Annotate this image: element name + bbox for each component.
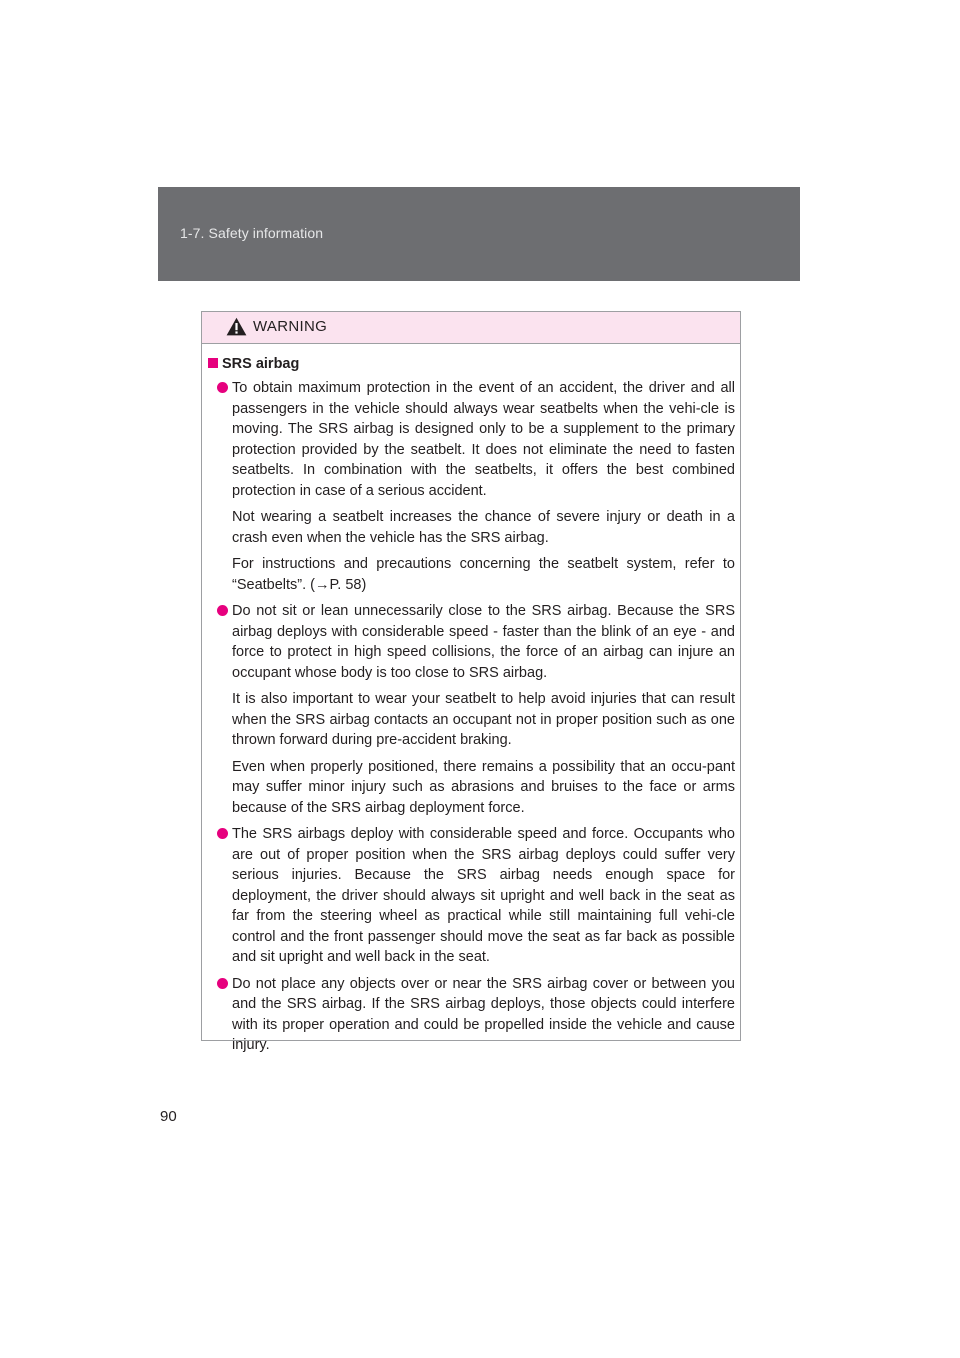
paragraph: Even when properly positioned, there remains a possibility that an occu-pant may suffer minor injury such as abrasions and bruises to the face or arms because of the SRS airbag deployment force. <box>232 758 735 816</box>
bullet-item <box>208 824 735 968</box>
warning-title: WARNING <box>253 318 328 335</box>
bullet-item <box>208 601 735 818</box>
section-title: 1-7. Safety information <box>180 225 324 241</box>
square-bullet-icon <box>208 358 218 368</box>
paragraph: It is also important to wear your seatbelt to help avoid injuries that can result when the SRS airbag contacts an occupant not in proper position such as one thrown forward during pre-accident braking. <box>232 691 735 748</box>
paragraph: Do not sit or lean unnecessarily close to the SRS airbag. Because the SRS airbag deploys with considerable speed - faster than the blink of an eye - and force to protect in high speed collisions, the force of an airbag can injure an occupant whose body is too close to SRS airbag. <box>232 603 735 681</box>
topic-heading <box>208 356 735 372</box>
warning-triangle-icon <box>226 317 247 336</box>
bullet-item <box>208 378 735 595</box>
paragraph: The SRS airbags deploy with considerable speed and force. Occupants who are out of proper position when the SRS airbag deploys could suffer very serious injuries. Because the SRS airbag needs enough space for deployment, the driver should always sit upright and well back in the seat as far from the steering wheel as practical while still maintaining full vehi-cle control and the front passenger should move the seat as far back as possible and sit upright and well back in the seat. <box>232 826 735 965</box>
paragraph: For instructions and precautions concerning the seatbelt system, refer to “Seatbelts”. (→P. 58) <box>232 556 735 593</box>
warning-body <box>202 344 740 1056</box>
paragraph: To obtain maximum protection in the event of an accident, the driver and all passengers in the vehicle should always wear seatbelts when the vehi-cle is moving. The SRS airbag is designed only to be a supplement to the primary protection provided by the seatbelt. It does not eliminate the need to fasten seatbelts. In combination with the seatbelts, it offers the best combined protection in case of a serious accident. <box>232 380 735 499</box>
page-number: 90 <box>160 1108 177 1125</box>
topic-heading-text: SRS airbag <box>222 356 300 372</box>
bullet-dot-icon <box>217 828 228 839</box>
paragraph: Not wearing a seatbelt increases the chance of severe injury or death in a crash even when the vehicle has the SRS airbag. <box>232 509 735 546</box>
section-header-band <box>158 187 800 281</box>
bullet-item <box>208 974 735 1056</box>
paragraph: Do not place any objects over or near the SRS airbag cover or between you and the SRS airbag. If the SRS airbag deploys, those objects could interfere with its proper operation and could be propelled inside the vehicle and cause injury. <box>232 975 735 1053</box>
bullet-dot-icon <box>217 605 228 616</box>
bullet-dot-icon <box>217 382 228 393</box>
bullet-dot-icon <box>217 978 228 989</box>
warning-box <box>201 311 741 1053</box>
warning-header <box>202 312 740 344</box>
